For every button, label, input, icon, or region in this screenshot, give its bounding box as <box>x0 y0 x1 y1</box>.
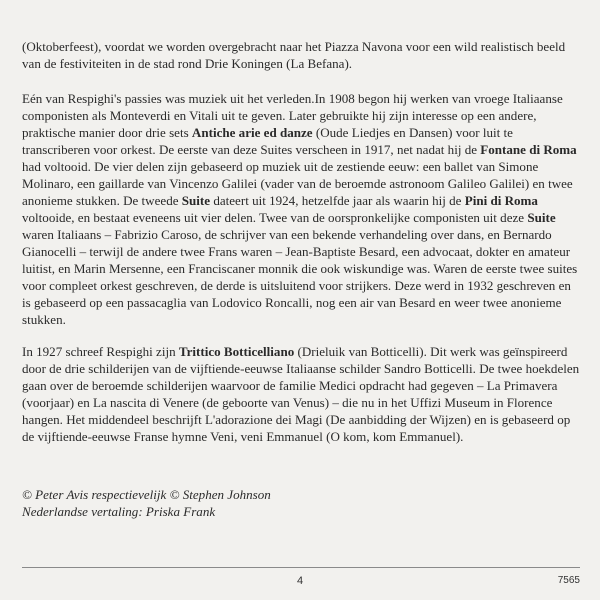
work-title-trittico: Trittico Botticelliano <box>178 344 295 359</box>
paragraph-text: had voltooid. De vier delen zijn gebaseerd op muziek uit de zestiende eeuw: een ballet van Simone Molinaro, een gaillarde van Vincenzo Galilei (vader van de beroemde astronoom Galileo Galilei) en twee anonieme stukken. De tweede <box>22 159 573 208</box>
translation-credit: Nederlandse vertaling: Priska Frank <box>22 504 216 519</box>
page-number: 4 <box>296 575 304 587</box>
footer-divider <box>22 567 580 568</box>
paragraph-antiche-arie <box>22 90 580 328</box>
paragraph-text: (Drieluik van Botticelli). Dit werk was geïnspireerd door de drie schilderijen van de vijftiende-eeuwse Italiaanse schilder Sandro Botticelli. De twee hoekdelen gaan over de beroemde schilderijen waarvoor de familie Medici opdracht had gegeven – La Primavera (voorjaar) en La nascita di Venere (de geboorte van Venus) – die nu in het Uffizi Museum in Florence hangen. Het middendeel beschrijft L'adorazione dei Magi (De aanbidding der Wijzen) en is gebaseerd op de vijftiende-eeuwse Franse hymne Veni, veni Emmanuel (O kom, kom Emmanuel). <box>22 344 580 444</box>
paragraph-text: voltooide, en bestaat eveneens uit vier delen. Twee van de oorspronkelijke componisten uit deze <box>22 210 528 225</box>
work-title-antiche-arie: Antiche arie ed danze <box>191 125 313 140</box>
work-title-suite: Suite <box>181 193 211 208</box>
paragraph-text: (Oktoberfeest), voordat we worden overgebracht naar het Piazza Navona voor een wild realistisch beeld van de festiviteiten in de stad rond Drie Koningen (La Befana). <box>22 39 566 71</box>
work-title-suite: Suite <box>527 210 556 225</box>
paragraph-oktoberfeest <box>22 38 580 72</box>
credits <box>22 486 580 520</box>
paragraph-text: waren Italiaans – Fabrizio Caroso, de schrijver van een bekende verhandeling over dans, en Bernardo Gianocelli – terwijl de andere twee Frans waren – Jean-Baptiste Besard, een advocaat, dokter en amateur luitist, en Marin Mersenne, een Franciscaner monnik die ook wiskundige was. Waren de eerste twee suites voor compleet orkest geschreven, de derde is uitsluitend voor strijkers. Deze werd in 1932 geschreven en is gebaseerd op een passacaglia van Lodovico Roncalli, nog een air van Besard en weer twee anonieme stukken. <box>22 227 578 327</box>
work-title-fontane: Fontane di Roma <box>480 142 577 157</box>
paragraph-trittico <box>22 343 580 445</box>
body-text <box>22 38 580 445</box>
catalog-number: 7565 <box>557 575 580 586</box>
paragraph-text: Eén van Respighi's passies was muziek uit het verleden.In 1908 begon hij werken van vroege Italiaanse componisten als Monteverdi en Vitali uit te geven. Later gebruikte hij zijn interesse op een andere, praktische manier door drie sets <box>22 91 563 140</box>
copyright-line: © Peter Avis respectievelijk © Stephen Johnson <box>22 487 271 502</box>
work-title-pini: Pini di Roma <box>464 193 538 208</box>
paragraph-text: dateert uit 1924, hetzelfde jaar als waarin hij de <box>210 193 465 208</box>
paragraph-text: (Oude Liedjes en Dansen) voor luit te transcriberen voor orkest. De eerste van deze Suites verscheen in 1917, net nadat hij de <box>22 125 513 157</box>
paragraph-text: In 1927 schreef Respighi zijn <box>22 344 179 359</box>
